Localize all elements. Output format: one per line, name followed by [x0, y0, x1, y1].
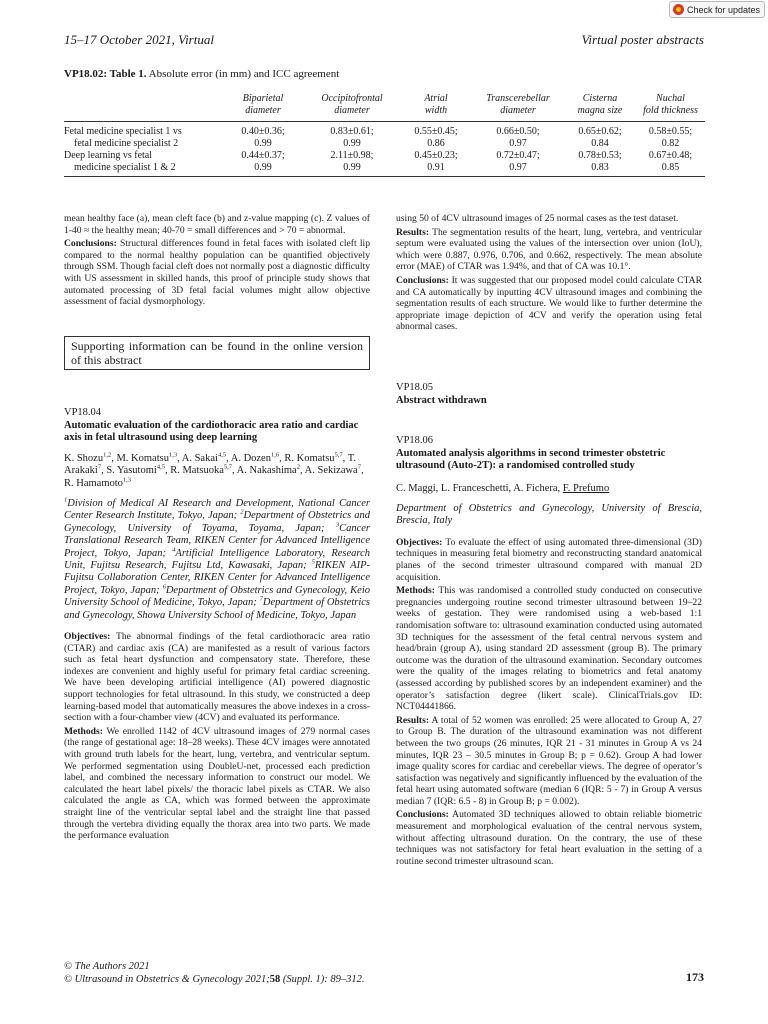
table-header: Atrial width — [400, 93, 472, 122]
table-cell: 0.65±0.62; 0.84 — [578, 126, 622, 149]
results: Results: The segmentation results of the heart, lung, vertebra, and ventricular septum were evaluated using the values of the intersection over union (IoU), which were 0.887, 0.976, 0.706, and 0.662, respectively. The mean absolute error (MAE) of CTAR was 1.94%, and that of CA was 10.1°. — [396, 226, 702, 273]
left-conclusions: Conclusions: Structural differences found in fetal faces with isolated cleft lip compared to the normal healthy population can be quantified objectively through SSM. Though facial cleft does not normally post a diagnostic difficulty with US assessment in skilled hands, this proof of principle study shows that automated processing of 3D fetal facial volumes might allow objective assessment of facial dysmorphology. — [64, 238, 370, 308]
abstract-vp1806 — [396, 435, 702, 867]
abstract-vp1804 — [64, 407, 370, 842]
running-header-date: 15–17 October 2021, Virtual — [64, 32, 214, 47]
table-header: Cisterna magna size — [564, 93, 636, 122]
running-header-section: Virtual poster abstracts — [581, 32, 704, 47]
objectives: Objectives: The abnormal findings of the fetal cardiothoracic area ratio (CTAR) and cardiac axis (CA) are manifested as a result of various factors such as fetal heart dysfunction and compensatory state. Therefore, these indexes are convenient and highly useful for primary fetal cardiac screening. We have been developing artificial intelligence (AI) powered diagnostic support technologies for fetal ultrasound. In this study, we constructed a deep learning-based model that automatically measures the above indexes in a cross-section with a four-chamber view (4CV) and evaluated its performance. — [64, 631, 370, 724]
error-icc-table — [64, 93, 705, 177]
affiliations: $^1$Division of Medical AI Research and Development, National Cancer Center Research Institute, Tokyo, Japan; $^2$Department of Obstetrics and Gynecology, University of Toyama, Toyama, Japan; $^3$Cancer Translational Research Team, RIKEN Center for Advanced Intelligence Project, Tokyo, Japan; $^4$Artificial Intelligence Laboratory, Research Unit, Fujitsu Research, Fujitsu Ltd, Kawasaki, Japan; $^5$RIKEN AIP-Fujitsu Collaboration Center, RIKEN Center for Advanced Intelligence Project, Tokyo, Japan; $^6$Department of Obstetrics and Gynecology, Keio University School of Medicine, Tokyo, Japan; $^7$Department of Obstetrics and Gynecology, Showa University School of Medicine, Tokyo, Japan — [64, 496, 370, 621]
table-cell: 0.40±0.36; 0.99 — [241, 126, 285, 149]
objectives: Objectives: To evaluate the effect of using automated three-dimensional (3D) techniques in measuring fetal biometry and reconstructing standard anatomical planes of the second trimester ultrasound compared with manual 2D acquisition. — [396, 536, 702, 583]
table-cell: 0.55±0.45; 0.86 — [414, 126, 458, 149]
footer-line-2: © Ultrasound in Obstetrics & Gynecology 2021;58 (Suppl. 1): 89–312. — [64, 973, 365, 985]
presenting-author: F. Prefumo — [562, 482, 610, 494]
supporting-info-box: Supporting information can be found in the online version of this abstract — [64, 336, 370, 370]
results: Results: A total of 52 women was enrolled: 25 were allocated to Group A, 27 to Group B. The duration of the ultrasound examination was not different between the two groups (26 minutes, IQR 21 - 31 minutes in Group A vs 24 minutes, IQR 23 – 30.5 minutes in Group B; p = 0.62). Group A had lower image quality scores for cardiac and cerebellar views. The degree of operator’s satisfaction was negatively and significantly influenced by the evaluation of the fetal heart using automated software (median 6 (IQR: 5 - 7) in Group A versus median 7 (IQR: 6.5 - 8) in Group B; p = 0.002). — [396, 714, 702, 807]
table-cell: 0.44±0.37; 0.99 — [222, 150, 304, 177]
table-cell: 0.58±0.55; 0.82 — [648, 126, 693, 149]
abstract-title: Automated analysis algorithms in second trimester obstetric ultrasound (Auto-2T): a randomised controlled study — [396, 447, 666, 471]
methods: Methods: This was randomised a controlled study conducted on consecutive pregnancies undergoing routine second trimester ultrasound between 19–22 weeks of gestation. They were randomised using a web-based 1:1 randomisation software to: ultrasound examination conducted using automated 3D techniques for the assessment of the fetal central nervous system and head/brain (group A), using standard 2D assessment (group B). The primary outcome was the duration of the ultrasound examination. Secondary outcomes were the quality of the images relating to biometrics and fetal anatomy (assessed according by published scores by an independent examiner) and the operator’s satisfaction degree (likert scale). ClinicalTrials.gov ID: NCT04441866. — [396, 585, 702, 713]
table-cell: 0.83±0.61; 0.99 — [330, 126, 374, 149]
affiliations: Department of Obstetrics and Gynecology, University of Brescia, Brescia, Italy — [396, 503, 702, 527]
check-for-updates-button[interactable] — [669, 1, 765, 18]
table-cell: 0.66±0.50; 0.97 — [496, 126, 540, 149]
table-corner — [64, 93, 222, 122]
author-list: C. Maggi, L. Franceschetti, A. Fichera, F. Prefumo — [396, 482, 610, 494]
table-row — [64, 150, 705, 177]
table-caption — [64, 68, 339, 80]
page-number: 173 — [686, 970, 704, 984]
right-column — [396, 213, 702, 333]
crossmark-icon — [673, 4, 684, 15]
conclusions: Conclusions: It was suggested that our proposed model could calculate CTAR and CA automatically by inputting 4CV ultrasound images and combining the segmentation results of each structure. We would like to further determine the appropriate image depiction of 4CV and verify the operation using fetal abnormal cases. — [396, 274, 702, 333]
table-row — [64, 122, 705, 151]
conclusions: Conclusions: Automated 3D techniques allowed to obtain reliable biometric measurement and morphological evaluation of the central nervous system, without affecting ultrasound duration. On the contrary, the use of these techniques was not satisfactory for fetal heart evaluation in the setting of a routine second trimester ultrasound scan. — [396, 809, 702, 867]
table-cell: 0.45±0.23; 0.91 — [400, 150, 472, 177]
left-continued-text: mean healthy face (a), mean cleft face (b) and z-value mapping (c). Z values of 1-40 ≈ the healthy mean; 40-70 = small differences and > 70 = abnormal. — [64, 213, 370, 236]
table-header: Nuchal fold thickness — [636, 93, 705, 122]
check-for-updates-label: Check for updates — [687, 4, 761, 15]
table-cell: 0.67±0.48; 0.85 — [636, 150, 705, 177]
right-continued-text: using 50 of 4CV ultrasound images of 25 normal cases as the test dataset. — [396, 213, 679, 224]
abstract-id: VP18.04 — [64, 407, 102, 418]
abstract-title: Automatic evaluation of the cardiothoracic area ratio and cardiac axis in fetal ultrasound using deep learning — [64, 419, 359, 443]
author-list: K. Shozu$^{1,2}$, M. Komatsu$^{1,3}$, A. Sakai$^{4,5}$, A. Dozen$^{1,6}$, R. Komatsu$^{5,7}$, T. Arakaki$^7$, S. Yasutomi$^{4,5}$, R. Matsuoka$^{5,7}$, A. Nakashima$^2$, A. Sekizawa$^7$, R. Hamamoto$^{1,3}$ — [64, 451, 364, 489]
methods: Methods: We enrolled 1142 of 4CV ultrasound images of 279 normal cases (the range of gestational age: 18–28 weeks). These 4CV images were annotated with ground truth labels for the heart, lung, vertebra, and ventricular septum. We performed segmentation using DoubleU-net, processed each prediction label, and combined the necessary information to construct our model. We calculated the heart label pixels/ the thoracic label pixels as CTAR. We also calculated the angle as CA, which was formed between the approximate straight line of the ventricular septal label and the straight line that passed through the vertebra dividing equally the thorax area into two parts. We made the performance evaluation — [64, 725, 370, 842]
footer-copyright — [64, 961, 365, 986]
table-row-label: Fetal medicine specialist 1 vs fetal medicine specialist 2 — [64, 126, 182, 149]
table-caption-label: VP18.02: Table 1. — [64, 68, 147, 80]
abstract-vp1805 — [396, 382, 702, 407]
table-header: Transcerebellar diameter — [472, 93, 564, 122]
table-row-label: Deep learning vs fetal medicine specialist 1 & 2 — [64, 150, 222, 177]
table-caption-text: Absolute error (in mm) and ICC agreement — [148, 68, 340, 80]
table-cell: 0.78±0.53; 0.83 — [564, 150, 636, 177]
table-header: Occipitofrontal diameter — [304, 93, 400, 122]
table-cell: 0.72±0.47; 0.97 — [472, 150, 564, 177]
abstract-id: VP18.06 — [396, 435, 434, 446]
abstract-id: VP18.05 — [396, 382, 434, 393]
abstract-title: Abstract withdrawn — [396, 394, 487, 406]
footer-line-1: © The Authors 2021 — [64, 961, 150, 972]
left-column — [64, 213, 370, 308]
table-header: Biparietal diameter — [222, 93, 304, 122]
table-cell: 2.11±0.98; 0.99 — [304, 150, 400, 177]
